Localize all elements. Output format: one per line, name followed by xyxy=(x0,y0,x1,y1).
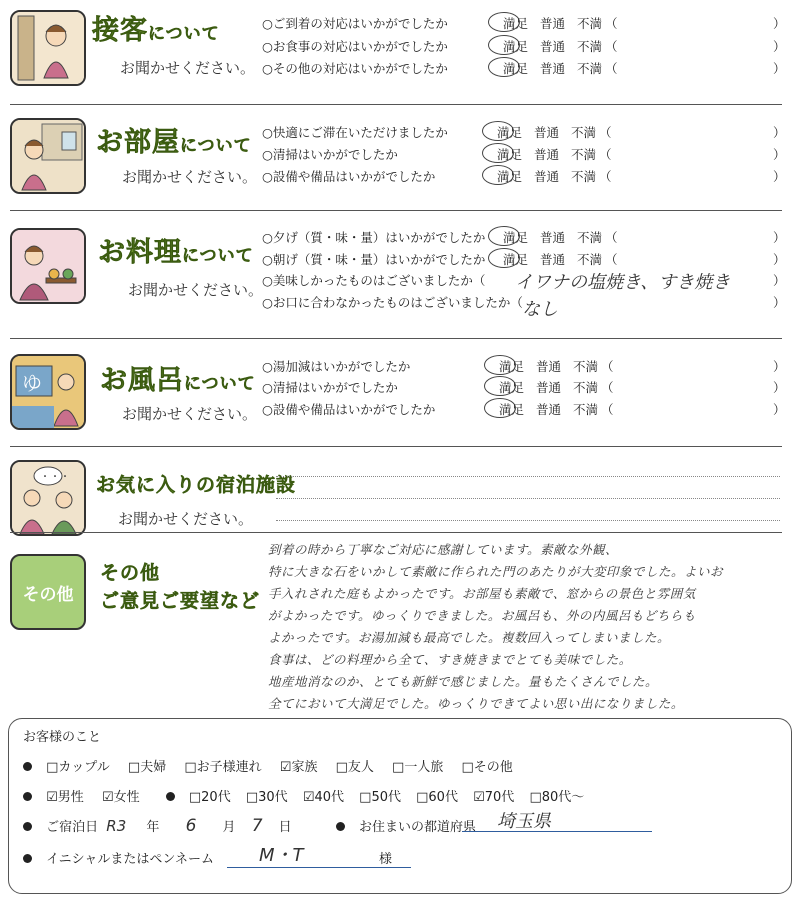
section-title: お気に入りの宿泊施設 xyxy=(96,474,297,496)
close-paren: ） xyxy=(773,39,786,54)
gender-option[interactable]: ☑男性 xyxy=(46,790,84,805)
other-badge-label: その他 xyxy=(22,584,74,605)
question-label: ○設備や備品はいかがでしたか xyxy=(262,402,436,417)
handwritten-answer: イワナの塩焼き、すき焼き xyxy=(515,272,731,293)
section-title: お風呂について xyxy=(100,365,256,396)
selected-mark xyxy=(482,121,514,141)
gender-option[interactable]: ☑女性 xyxy=(101,790,140,805)
party-type-row xyxy=(23,756,513,775)
party-option[interactable]: □一人旅 xyxy=(392,760,444,775)
section-title-line1: その他 xyxy=(100,562,161,584)
comment-line: 全てにおいて大満足でした。ゆっくりできてよい思い出になりました。 xyxy=(268,696,684,711)
answer-line xyxy=(276,498,780,499)
close-paren: ） xyxy=(773,295,786,310)
comment-line: 特に大きな石をいかして素敵に作られた門のあたりが大変印象でした。よいお xyxy=(268,564,724,579)
selected-mark xyxy=(488,35,520,55)
age-option[interactable]: □50代 xyxy=(359,790,401,805)
age-option[interactable]: □60代 xyxy=(416,790,458,805)
comment-line: 食事は、どの料理から全て、すき焼きまでとても美味でした。 xyxy=(268,652,632,667)
initials-label: イニシャルまたはペンネーム xyxy=(46,852,214,867)
stay-year-value[interactable]: R3 xyxy=(106,817,127,835)
divider xyxy=(10,104,782,105)
comment-line: 地産地消なのか、とても新鮮で感じました。量もたくさんでした。 xyxy=(268,674,659,689)
question-label: ○清掃はいかがでしたか xyxy=(262,380,398,395)
selected-mark xyxy=(482,165,514,185)
svg-text:・・・: ・・・ xyxy=(40,472,70,483)
close-paren: ） xyxy=(773,273,786,288)
bullet-icon xyxy=(166,792,175,801)
age-option[interactable]: □20代 xyxy=(188,790,231,805)
selected-mark xyxy=(484,376,516,396)
prefecture-label: お住まいの都道府県 xyxy=(358,820,476,835)
comment-line: 手入れされた庭もよかったです。お部屋も素敵で、窓からの景色と雰囲気 xyxy=(268,586,696,601)
bullet-icon xyxy=(23,854,32,863)
question-label: ○朝げ（質・味・量）はいかがでしたか xyxy=(262,252,486,267)
party-option[interactable]: □その他 xyxy=(461,760,513,775)
two-guests-chatting-icon xyxy=(10,460,86,536)
rating-options: 満足 普通 不満 （ xyxy=(503,61,618,76)
divider xyxy=(10,532,782,533)
party-option[interactable]: ☑家族 xyxy=(279,760,318,775)
honorific: 様 xyxy=(379,852,393,867)
stay-day-value[interactable]: 7 xyxy=(251,816,263,836)
stay-month-value[interactable]: 6 xyxy=(185,816,197,836)
question-label: ○湯加減はいかがでしたか xyxy=(262,359,411,374)
answer-line xyxy=(276,520,780,521)
selected-mark xyxy=(484,355,516,375)
divider xyxy=(10,210,782,211)
section-subtitle: お聞かせください。 xyxy=(118,510,254,528)
section-title: 接客について xyxy=(92,15,220,46)
question-label: ○ご到着の対応はいかがでしたか xyxy=(262,16,448,31)
age-option[interactable]: □80代～ xyxy=(529,790,585,805)
close-paren: ） xyxy=(773,61,786,76)
question-label: ○お口に合わなかったものはございましたか（ xyxy=(262,295,523,310)
section-title: お部屋について xyxy=(96,127,252,158)
close-paren: ） xyxy=(773,16,786,31)
stay-date-row xyxy=(23,816,476,836)
gender-age-row xyxy=(23,786,584,805)
selected-mark xyxy=(488,248,520,268)
comment-line: よかったです。お湯加減も最高でした。複数回入ってしまいました。 xyxy=(268,630,671,645)
close-paren: ） xyxy=(773,359,786,374)
close-paren: ） xyxy=(773,230,786,245)
comment-line: 到着の時から丁寧なご対応に感謝しています。素敵な外観、 xyxy=(268,542,619,557)
close-paren: ） xyxy=(773,252,786,267)
age-option[interactable]: ☑40代 xyxy=(302,790,345,805)
rating-options: 満足 普通 不満 （ xyxy=(503,39,618,54)
party-option[interactable]: □お子様連れ xyxy=(184,760,262,775)
svg-text:ゆ: ゆ xyxy=(22,371,42,395)
close-paren: ） xyxy=(773,380,786,395)
question-label: ○その他の対応はいかがでしたか xyxy=(262,61,448,76)
rating-options: 満足 普通 不満 （ xyxy=(503,16,618,31)
prefecture-underline xyxy=(462,831,652,832)
day-label: 日 xyxy=(278,820,292,835)
bullet-icon xyxy=(23,762,32,771)
rating-options: 満足 普通 不満 （ xyxy=(503,230,618,245)
selected-mark xyxy=(488,226,520,246)
divider xyxy=(10,338,782,339)
stay-date-label: ご宿泊日 xyxy=(46,820,99,835)
question-label: ○お食事の対応はいかがでしたか xyxy=(262,39,448,54)
handwritten-answer: なし xyxy=(522,299,558,320)
initials-underline xyxy=(227,867,411,868)
rating-options: 満足 普通 不満 （ xyxy=(503,252,618,267)
age-option[interactable]: ☑70代 xyxy=(473,790,515,805)
woman-serving-food-icon xyxy=(10,228,86,304)
year-label: 年 xyxy=(146,820,160,835)
guest-info-box xyxy=(8,718,792,894)
party-option[interactable]: □友人 xyxy=(335,760,374,775)
section-title: お料理について xyxy=(98,237,254,268)
section-title-line2: ご意見ご要望など xyxy=(100,590,261,612)
rating-options: 満足 普通 不満 （ xyxy=(497,147,612,162)
section-subtitle: お聞かせください。 xyxy=(122,405,258,423)
bullet-icon xyxy=(23,822,32,831)
other-badge-icon xyxy=(10,554,86,630)
rating-options: 満足 普通 不満 （ xyxy=(497,125,612,140)
section-subtitle: お聞かせください。 xyxy=(128,281,264,299)
close-paren: ） xyxy=(773,169,786,184)
question-label: ○美味しかったものはございましたか（ xyxy=(262,273,486,288)
rating-options: 満足 普通 不満 （ xyxy=(499,402,614,417)
month-label: 月 xyxy=(222,820,236,835)
rating-options: 満足 普通 不満 （ xyxy=(499,359,614,374)
question-label: ○快適にご滞在いただけましたか xyxy=(262,125,448,140)
selected-mark xyxy=(488,57,520,77)
answer-line xyxy=(276,476,780,477)
close-paren: ） xyxy=(773,147,786,162)
selected-mark xyxy=(482,143,514,163)
woman-in-room-icon xyxy=(10,118,86,194)
close-paren: ） xyxy=(773,125,786,140)
initials-row xyxy=(23,848,214,867)
bullet-icon xyxy=(336,822,345,831)
initials-value[interactable]: M・T xyxy=(259,845,304,866)
bullet-icon xyxy=(23,792,32,801)
question-label: ○清掃はいかがでしたか xyxy=(262,147,398,162)
section-subtitle: お聞かせください。 xyxy=(122,168,258,186)
selected-mark xyxy=(484,398,516,418)
prefecture-value[interactable]: 埼玉県 xyxy=(497,811,551,832)
question-label: ○夕げ（質・味・量）はいかがでしたか xyxy=(262,230,486,245)
selected-mark xyxy=(488,12,520,32)
hot-spring-icon xyxy=(10,354,86,430)
age-option[interactable]: □30代 xyxy=(245,790,288,805)
party-option[interactable]: □カップル xyxy=(46,760,110,775)
close-paren: ） xyxy=(773,402,786,417)
party-option[interactable]: □夫婦 xyxy=(127,760,167,775)
woman-at-door-icon xyxy=(10,10,86,86)
rating-options: 満足 普通 不満 （ xyxy=(499,380,614,395)
question-label: ○設備や備品はいかがでしたか xyxy=(262,169,436,184)
comment-line: がよかったです。ゆっくりできました。お風呂も、外の内風呂もどちらも xyxy=(268,608,696,623)
section-subtitle: お聞かせください。 xyxy=(120,59,256,77)
rating-options: 満足 普通 不満 （ xyxy=(497,169,612,184)
divider xyxy=(10,446,782,447)
guest-info-header: お客様のこと xyxy=(23,730,102,745)
